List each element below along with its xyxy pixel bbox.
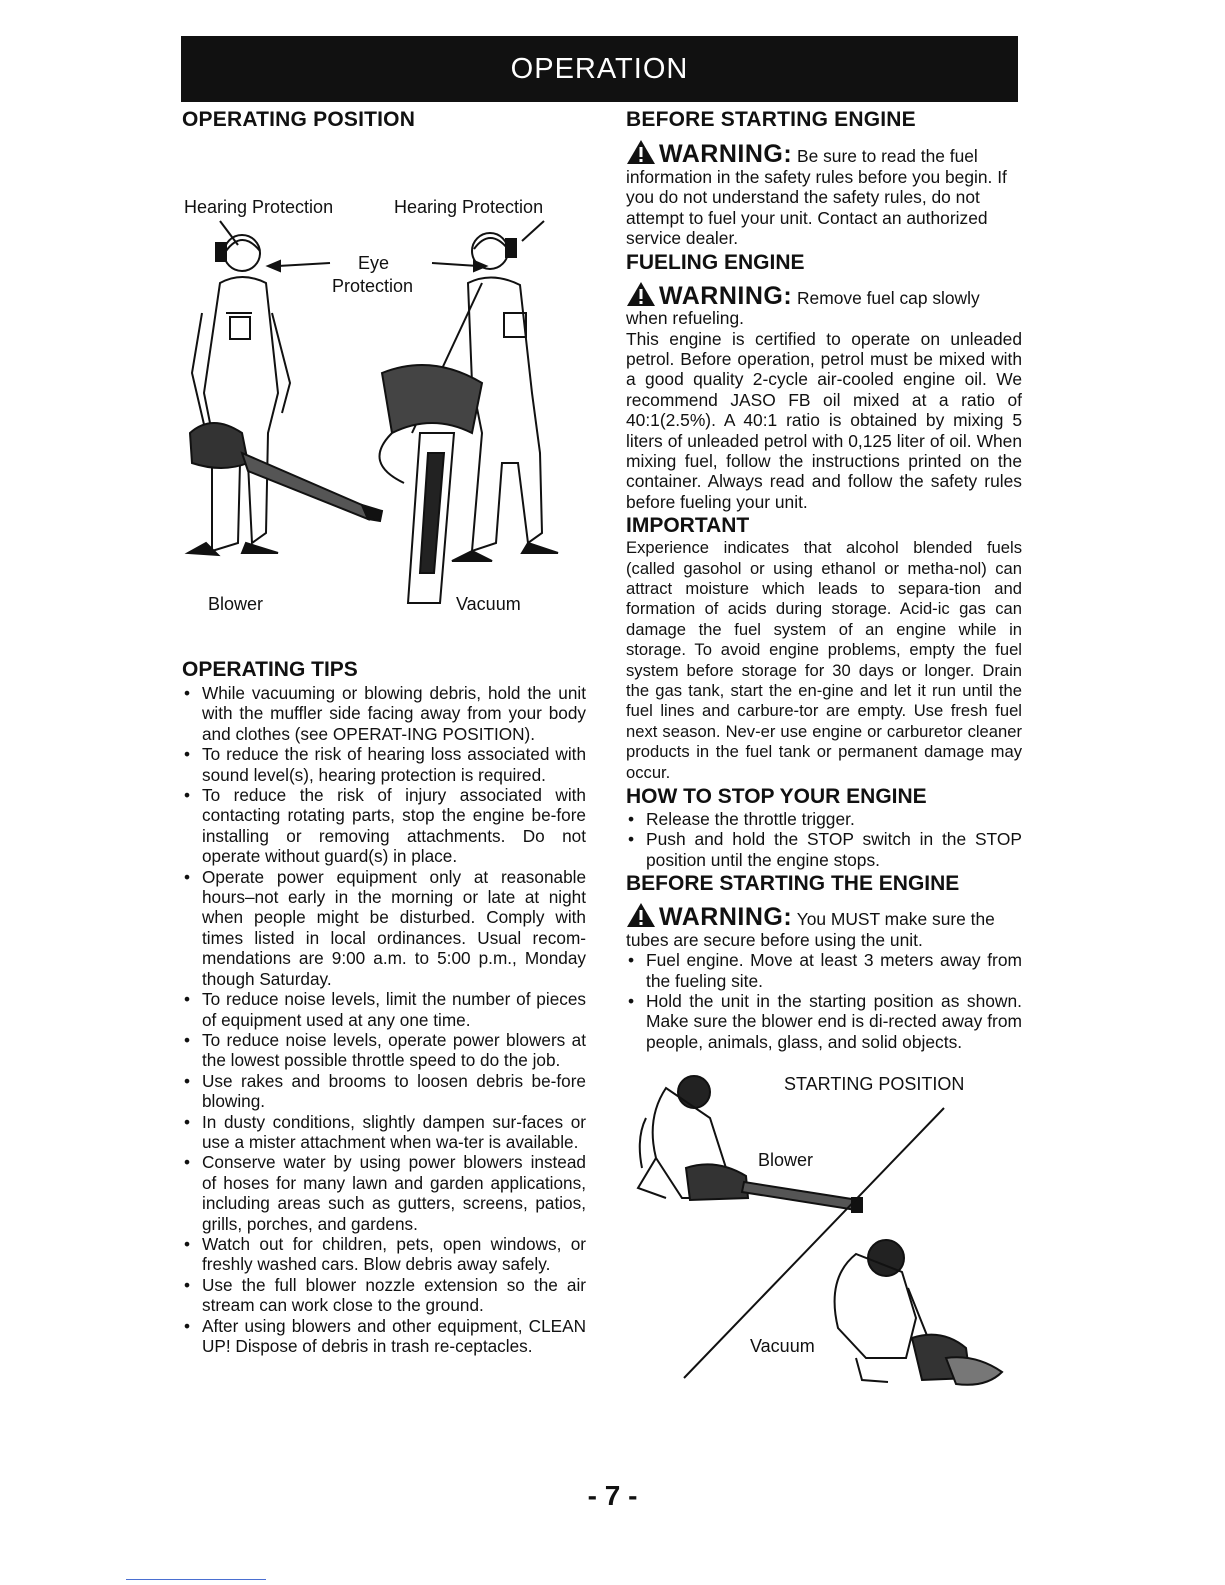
right-column <box>626 107 1022 1388</box>
stop-engine-steps <box>626 809 1022 870</box>
tip-item: • While vacuuming or blowing debris, hold the unit with the muffler side facing away from your body and clothes (see OPERAT-ING POSITION). <box>182 683 586 744</box>
operators-illustration <box>182 133 586 613</box>
section-banner: OPERATION <box>181 36 1018 102</box>
starting-step: • Hold the unit in the starting position as shown. Make sure the blower end is di-rected away from people, animals, glass, and solid objects. <box>626 991 1022 1052</box>
tip-item: • Operate power equipment only at reasonable hours–not early in the morning or late at night when people might be disturbed. Comply with times listed in local ordinances. Usual recom-mendations are 9:00 a.m. to 5:00 p.m., Monday though Saturday. <box>182 867 586 989</box>
tip-item: • Watch out for children, pets, open windows, or freshly washed cars. Blow debris away safely. <box>182 1234 586 1275</box>
warning-triangle-icon <box>626 281 656 307</box>
label-blower-start: Blower <box>758 1150 814 1171</box>
tip-item: • In dusty conditions, slightly dampen sur-faces or use a mister attachment when wa-ter is available. <box>182 1112 586 1153</box>
before-starting-the-engine-title: BEFORE STARTING THE ENGINE <box>626 872 960 896</box>
operating-position-figure <box>182 133 586 673</box>
tip-item: • To reduce the risk of injury associated with contacting rotating parts, stop the engine be-fore installing or removing attachments. Do not operate without guard(s) in place. <box>182 785 586 867</box>
stop-step: • Release the throttle trigger. <box>626 809 1022 829</box>
warning-label: WARNING: <box>659 903 793 932</box>
tip-item: • Conserve water by using power blowers instead of hoses for many lawn and garden applications, including areas such as gutters, screens, patios, grills, porches, and gardens. <box>182 1152 586 1234</box>
label-hearing-left: Hearing Protection <box>184 197 334 217</box>
starting-position-figure <box>626 1058 1022 1388</box>
tip-item: • Use the full blower nozzle extension so the air stream can work close to the ground. <box>182 1275 586 1316</box>
fueling-engine-title: FUELING ENGINE <box>626 250 805 274</box>
tip-item: • Use rakes and brooms to loosen debris be-fore blowing. <box>182 1071 586 1112</box>
warning-text: Be sure to read the fuel information in the safety rules before you begin. If you do not understand the safety rules, do not attempt to fuel your unit. Contact an authorized service dealer. <box>626 146 1007 248</box>
warning-block-safety <box>626 139 1022 249</box>
warning-text: You MUST make sure the tubes are secure before using the unit. <box>626 909 995 950</box>
warning-text: Remove fuel cap slowly when refueling. <box>626 287 980 328</box>
tip-item: • To reduce the risk of hearing loss associated with sound level(s), hearing protection is required. <box>182 744 586 785</box>
starting-position-label: STARTING POSITION <box>784 1074 965 1095</box>
label-vacuum: Vacuum <box>456 594 521 614</box>
starting-step: • Fuel engine. Move at least 3 meters away from the fueling site. <box>626 950 1022 991</box>
warning-block-tubes <box>626 902 1022 950</box>
left-column <box>182 107 586 673</box>
footer-rule <box>126 1579 266 1580</box>
warning-triangle-icon <box>626 139 656 165</box>
fueling-instructions: This engine is certified to operate on unleaded petrol. Before operation, petrol must be mixed with a good quality 2-cycle air-cooled engine oil. We recommend JASO FB oil mixed at a ratio of 40:1(2.5%). A 40:1 ratio is obtained by mixing 5 liters of unleaded petrol with 0,125 liter of oil. When mixing fuel, follow the instructions printed on the container. Always read and follow the safety rules before fueling your unit. <box>626 328 1022 512</box>
tip-item: • To reduce noise levels, limit the number of pieces of equipment used at any one time. <box>182 989 586 1030</box>
label-hearing-right: Hearing Protection <box>394 197 544 217</box>
stop-step: • Push and hold the STOP switch in the STOP position until the engine stops. <box>626 829 1022 870</box>
tip-item: • After using blowers and other equipment, CLEAN UP! Dispose of debris in trash re-ceptacles. <box>182 1316 586 1357</box>
label-blower: Blower <box>208 594 264 614</box>
before-starting-engine-title: BEFORE STARTING ENGINE <box>626 108 916 131</box>
stop-engine-title: HOW TO STOP YOUR ENGINE <box>626 785 927 809</box>
warning-label: WARNING: <box>659 281 793 310</box>
operating-tips-title: OPERATING TIPS <box>182 658 358 681</box>
operating-tips-list <box>182 683 586 1356</box>
warning-triangle-icon <box>626 902 656 928</box>
label-eye: Eye <box>358 253 390 273</box>
warning-block-fuel-cap <box>626 281 1022 329</box>
operating-position-title: OPERATING POSITION <box>182 108 416 131</box>
starting-steps <box>626 950 1022 1052</box>
warning-label: WARNING: <box>659 140 793 168</box>
important-title: IMPORTANT <box>626 514 750 538</box>
important-text: Experience indicates that alcohol blended fuels (called gasohol or using ethanol or metha-nol) can attract moisture which leads to separa-tion and formation of acids during storage. Acid-ic gas can damage the fuel system of an engine while in storage. To avoid engine problems, empty the fuel system before storage for 30 days or longer. Drain the gas tank, start the en-gine and let it run until the fuel lines and carbure-tor are empty. Use fresh fuel next season. Nev-er use engine or carburetor cleaner products in the fuel tank or permanent damage may occur. <box>626 538 1022 782</box>
label-vacuum-start: Vacuum <box>750 1336 815 1357</box>
starting-position-illustration <box>626 1058 1022 1388</box>
tip-item: • To reduce noise levels, operate power blowers at the lowest possible throttle speed to do the job. <box>182 1030 586 1071</box>
label-eye-protection: Protection <box>332 276 414 296</box>
page-number: - 7 - <box>587 1480 638 1511</box>
